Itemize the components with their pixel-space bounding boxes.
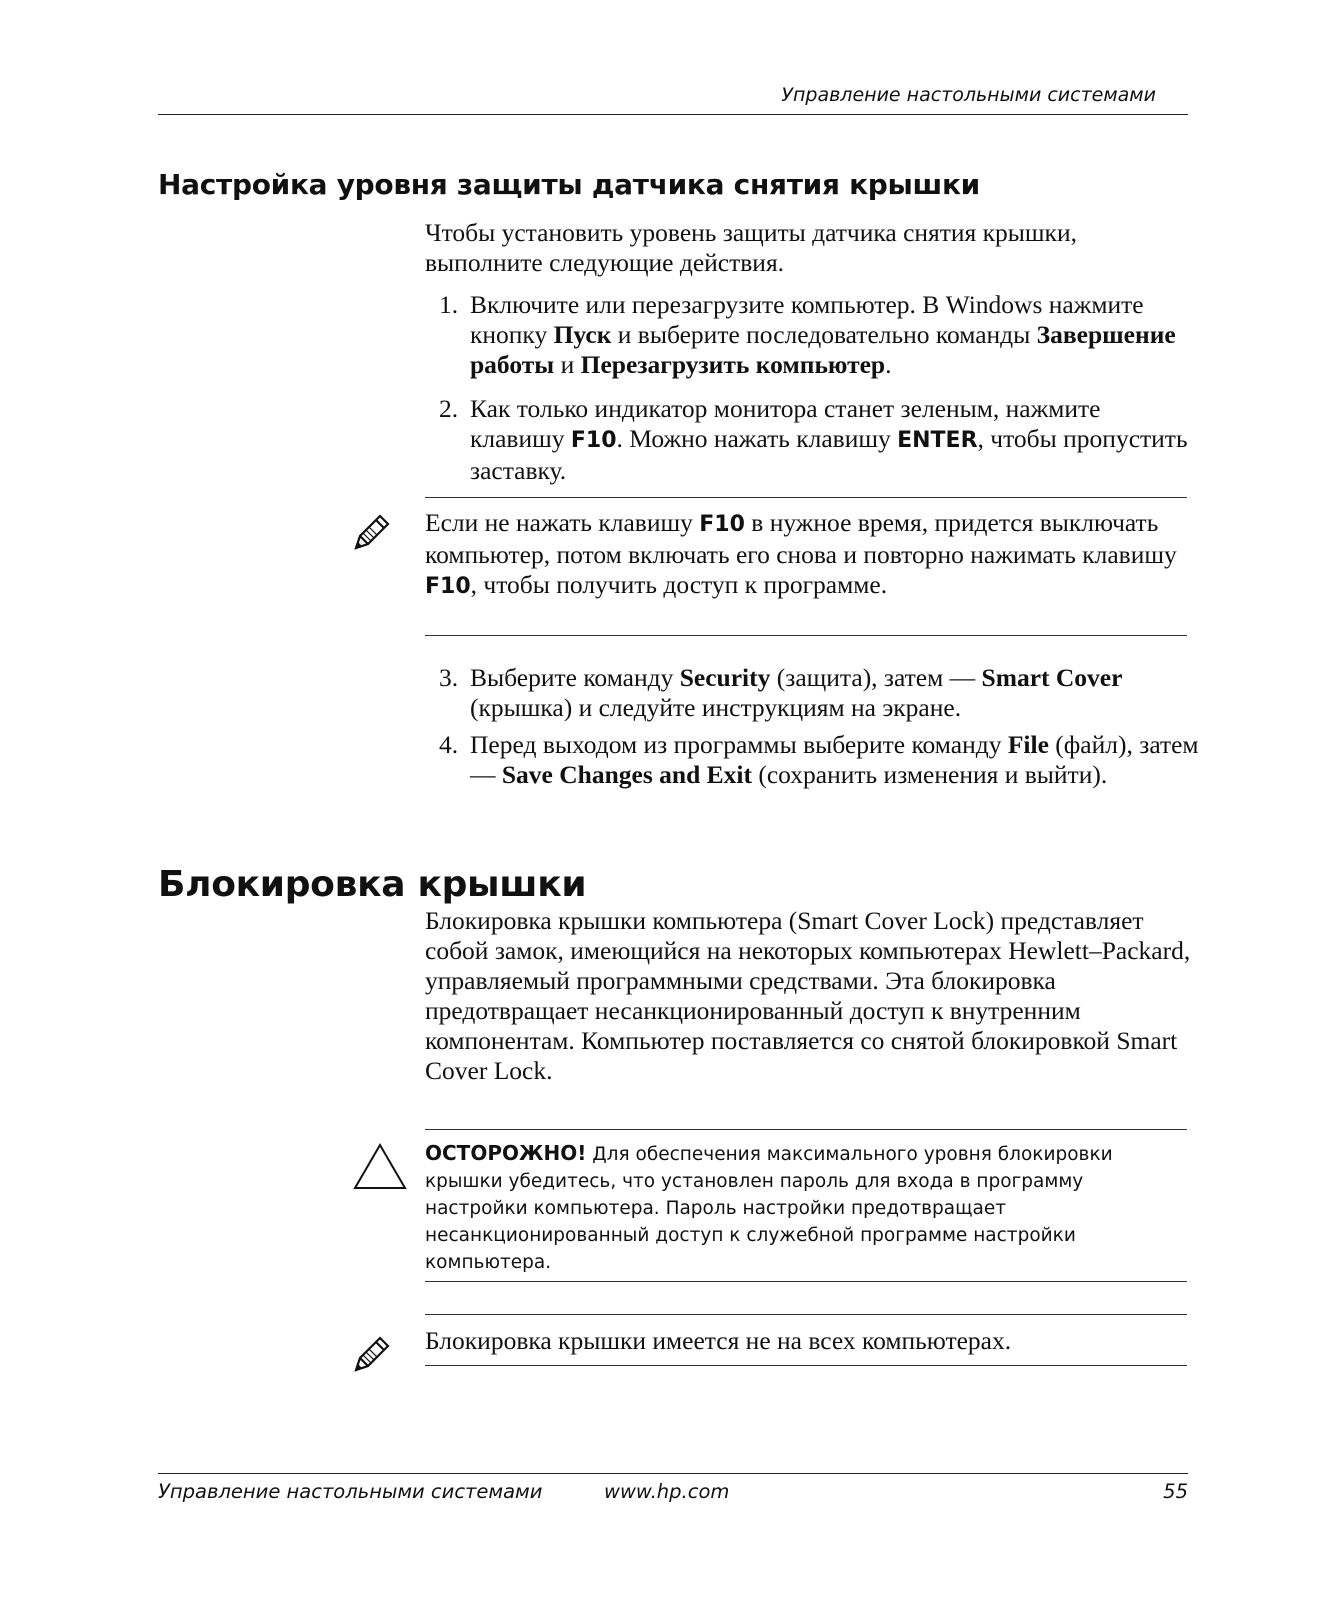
note2-bottom-rule <box>425 1365 1187 1366</box>
note-top-rule <box>425 497 1187 498</box>
caution-label: ОСТОРОЖНО! <box>425 1141 587 1165</box>
step-number: 3. <box>439 663 459 692</box>
step-text: Как только индикатор монитора станет зеленым, нажмите клавишу F10. Можно нажать клавишу ENTER, чтобы пропустить заставку. <box>470 394 1188 485</box>
step-number: 2. <box>439 394 459 423</box>
note-text: Если не нажать клавишу F10 в нужное время, придется выключать компьютер, потом включать его снова и повторно нажимать клавишу F10, чтобы получить доступ к программе. <box>425 508 1177 599</box>
header-rule <box>158 114 1188 115</box>
footer-title: Управление настольными системами <box>158 1480 543 1503</box>
caution-top-rule <box>425 1129 1187 1130</box>
section-title-cover-sensor: Настройка уровня защиты датчика снятия крышки <box>158 168 981 201</box>
pencil-note-icon <box>350 512 392 554</box>
step-number: 4. <box>439 730 459 759</box>
caution-bottom-rule <box>425 1281 1187 1282</box>
section2-body: Блокировка крышки компьютера (Smart Cover Lock) представляет собой замок, имеющийся на некоторых компьютерах Hewlett–Packard, управляемый программными средствами. Эта блокировка предотвращает несанкционированный доступ к внутренним компонентам. Компьютер поставляется со снятой блокировкой Smart Cover Lock. <box>425 906 1191 1085</box>
step-number: 1. <box>439 290 459 319</box>
note2-top-rule <box>425 1314 1187 1315</box>
note-bottom-rule <box>425 635 1187 636</box>
section1-intro: Чтобы установить уровень защиты датчика снятия крышки, выполните следующие действия. <box>425 218 1077 277</box>
step-text: Перед выходом из программы выберите команду File (файл), затем — Save Changes and Exit (сохранить изменения и выйти). <box>470 730 1199 789</box>
footer-url: www.hp.com <box>604 1480 730 1503</box>
pencil-note-icon <box>350 1334 392 1376</box>
note2-text: Блокировка крышки имеется не на всех компьютерах. <box>425 1326 1012 1355</box>
running-header: Управление настольными системами <box>781 84 1156 106</box>
footer-rule <box>158 1473 1188 1474</box>
step-text: Включите или перезагрузите компьютер. В Windows нажмите кнопку Пуск и выберите последовательно команды Завершение работы и Перезагрузить компьютер. <box>470 290 1176 379</box>
section-title-cover-lock: Блокировка крышки <box>158 864 587 905</box>
page-number: 55 <box>1163 1480 1188 1503</box>
step-text: Выберите команду Security (защита), затем — Smart Cover (крышка) и следуйте инструкциям на экране. <box>470 663 1123 722</box>
caution-triangle-icon <box>352 1142 408 1192</box>
caution-text: ОСТОРОЖНО! Для обеспечения максимального уровня блокировки крышки убедитесь, что установлен пароль для входа в программу настройки компьютера. Пароль настройки предотвращает несанкционированный доступ к служебной программе настройки компьютера. <box>425 1141 1113 1273</box>
